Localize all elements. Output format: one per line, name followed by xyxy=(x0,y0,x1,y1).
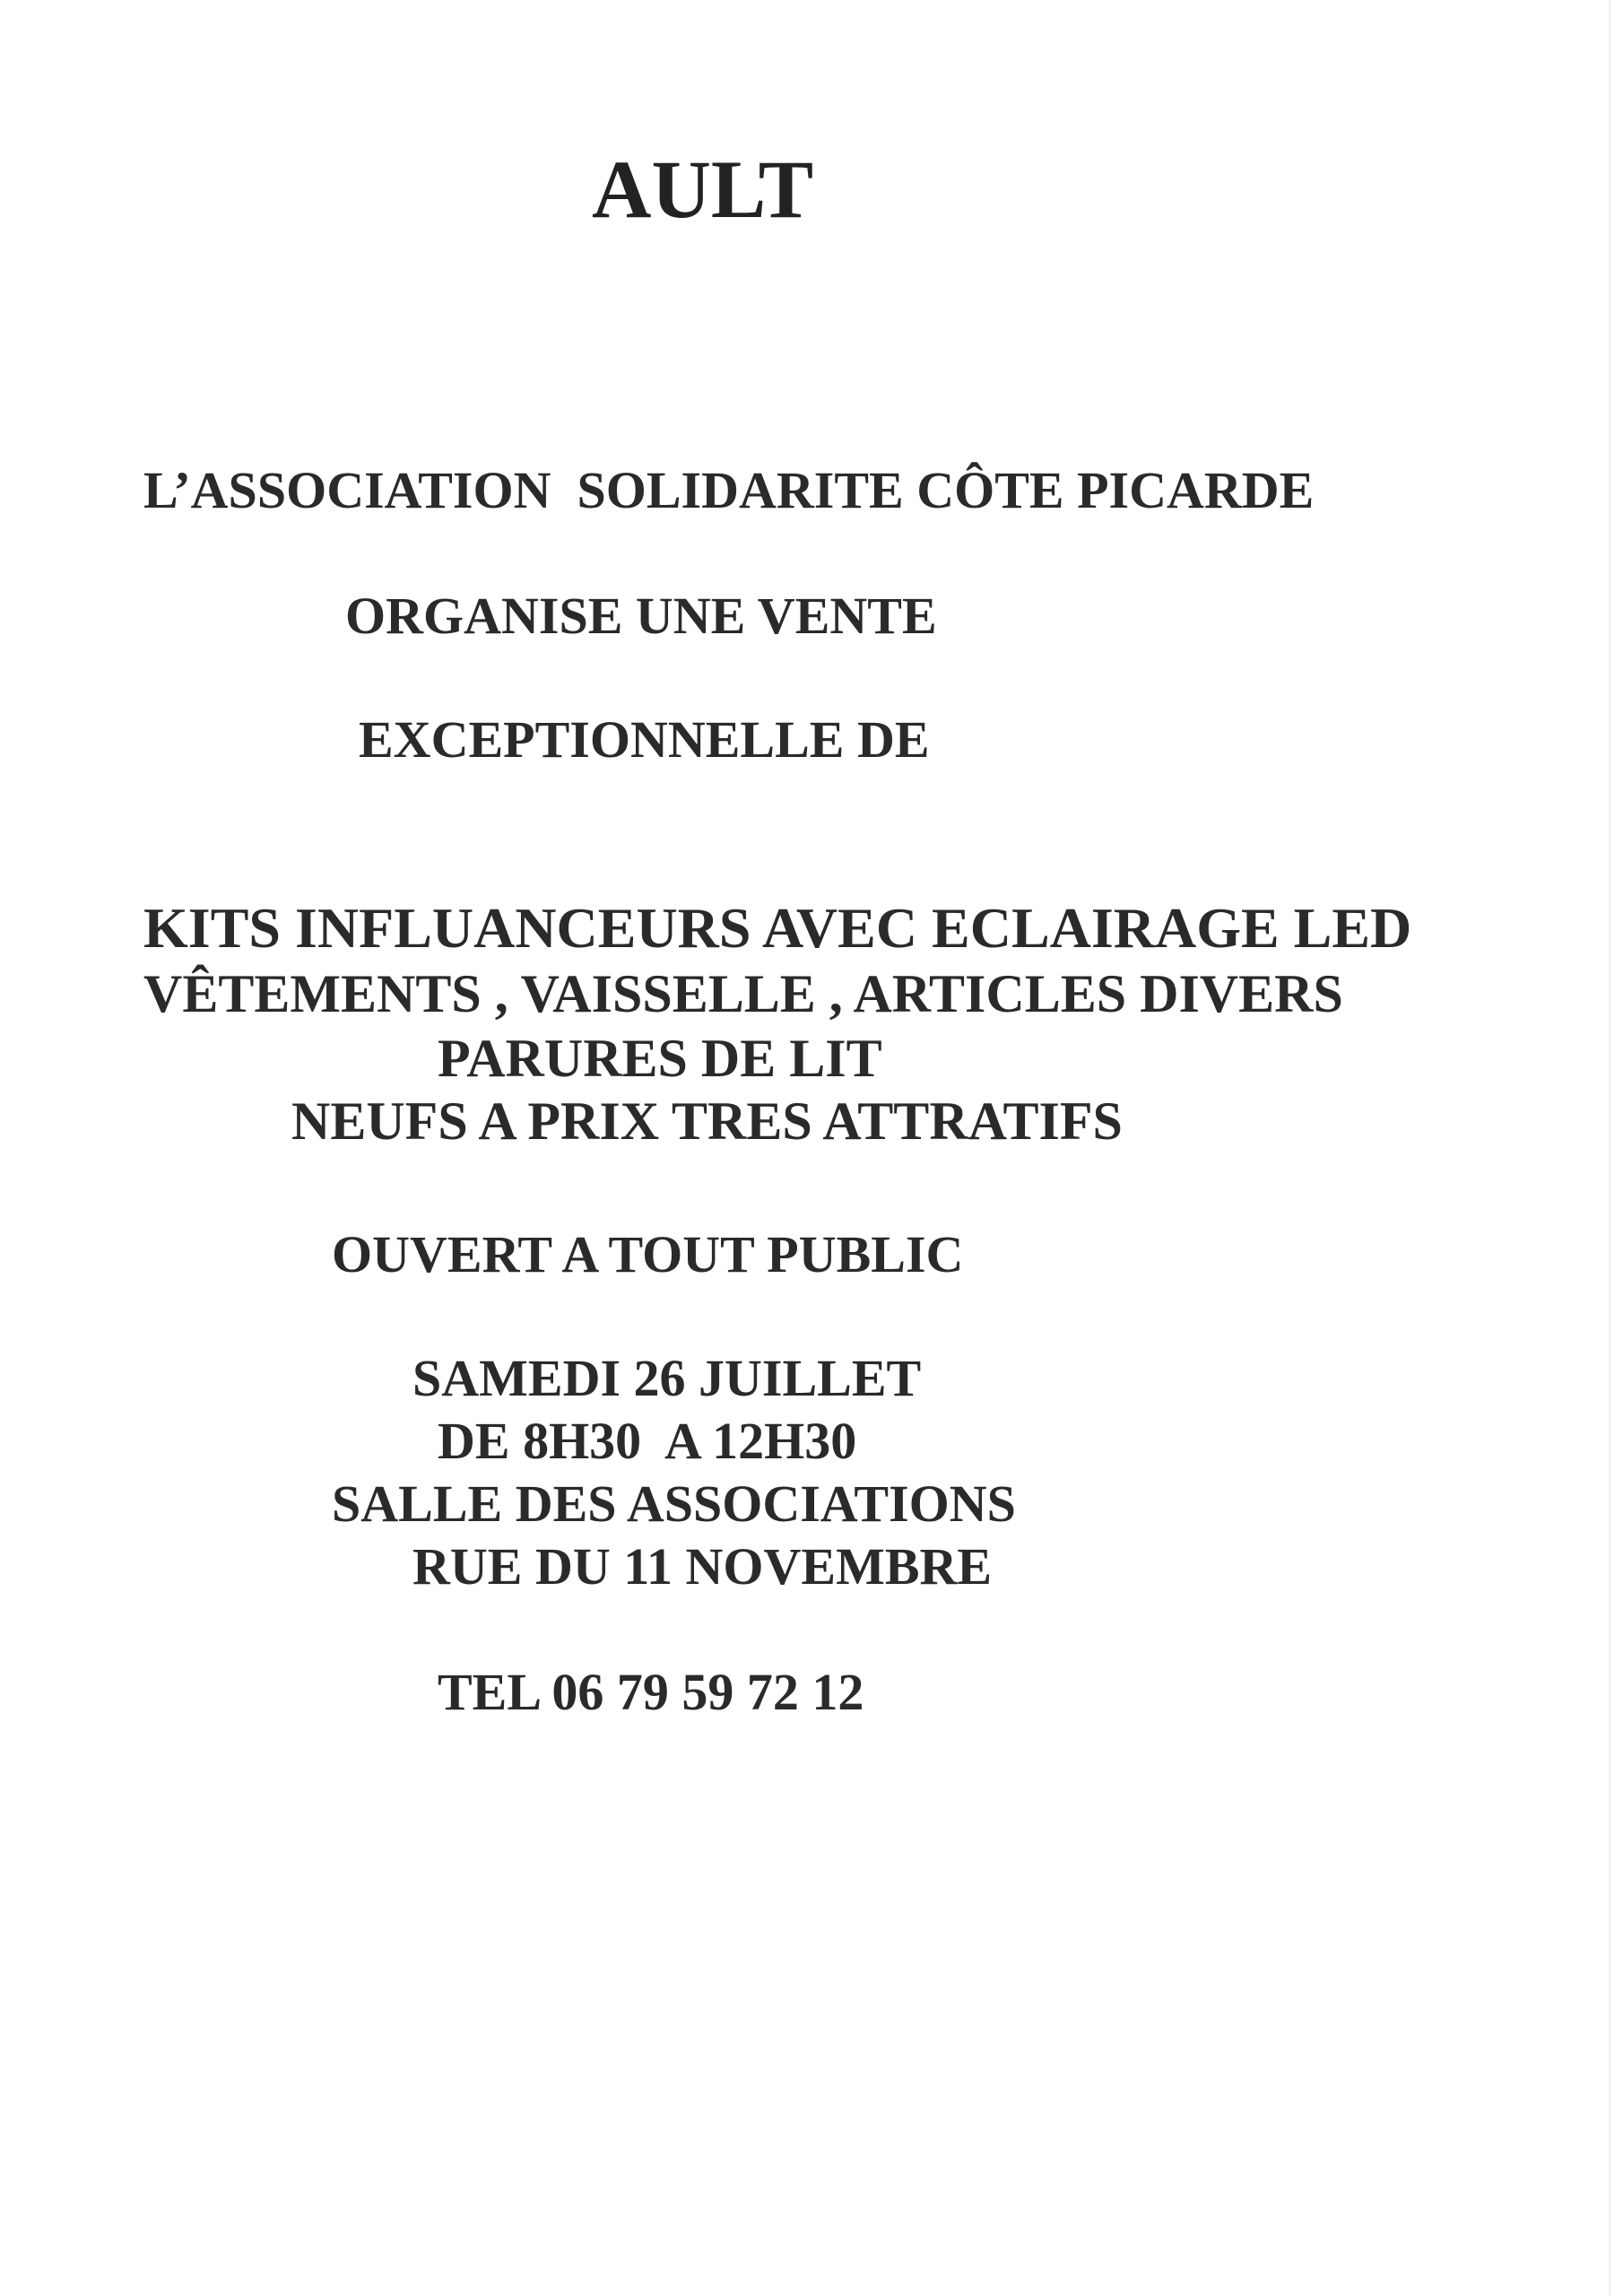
sale-item-line: NEUFS A PRIX TRES ATTRATIFS xyxy=(291,1091,1123,1151)
event-street: RUE DU 11 NOVEMBRE xyxy=(412,1537,993,1596)
contact-phone: TEL 06 79 59 72 12 xyxy=(438,1663,864,1721)
town-title: AULT xyxy=(592,144,814,235)
event-venue: SALLE DES ASSOCIATIONS xyxy=(332,1474,1016,1533)
scan-edge-line xyxy=(1609,0,1610,2296)
sale-item-line: KITS INFLUANCEURS AVEC ECLAIRAGE LED xyxy=(143,896,1412,960)
event-date: SAMEDI 26 JUILLET xyxy=(412,1349,922,1407)
event-time: DE 8H30 A 12H30 xyxy=(438,1412,857,1470)
intro-line-1: ORGANISE UNE VENTE xyxy=(345,587,937,645)
intro-line-2: EXCEPTIONNELLE DE xyxy=(359,710,930,769)
audience-line: OUVERT A TOUT PUBLIC xyxy=(332,1225,964,1283)
sale-item-line: VÊTEMENTS , VAISSELLE , ARTICLES DIVERS xyxy=(143,964,1343,1023)
sale-item-line: PARURES DE LIT xyxy=(438,1029,882,1088)
organizer-line: L’ASSOCIATION SOLIDARITE CÔTE PICARDE xyxy=(143,461,1315,519)
